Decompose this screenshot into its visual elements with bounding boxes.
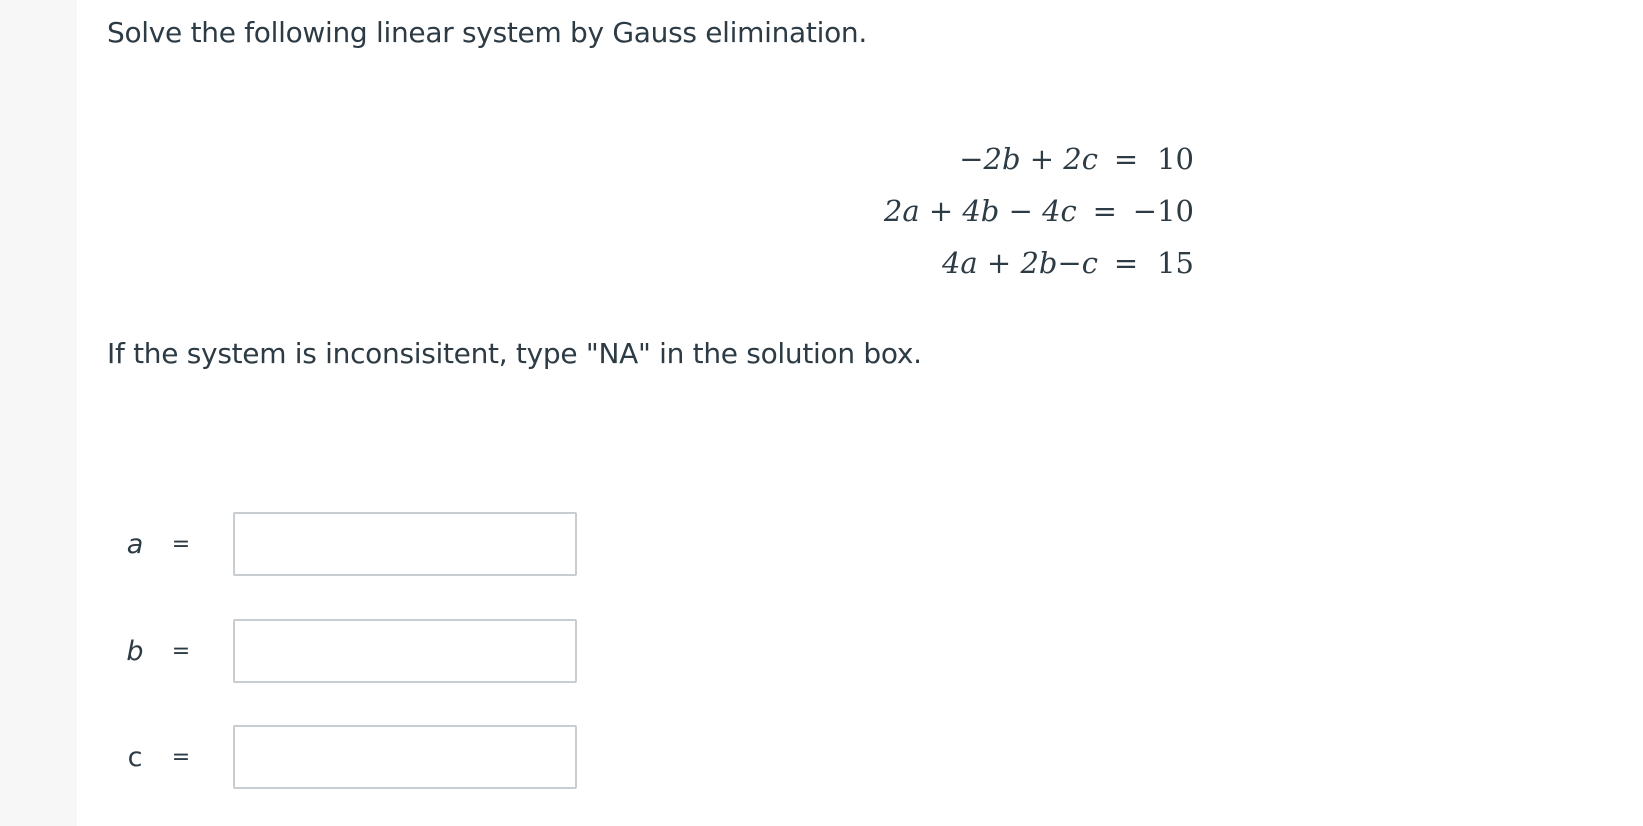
equation-lhs: 4a + 2b−c — [941, 246, 1098, 280]
left-gutter — [0, 0, 77, 826]
variable-label-c: c — [127, 741, 143, 773]
equation-row — [884, 194, 1194, 246]
variable-label-b: b — [126, 635, 144, 667]
equation-equals: = — [1092, 194, 1117, 228]
linear-system — [884, 142, 1194, 298]
answer-input-c[interactable] — [233, 725, 577, 789]
equation-row — [884, 142, 1194, 194]
answer-row-c — [107, 724, 577, 790]
answer-row-a — [107, 511, 577, 577]
equation-rhs: 15 — [1157, 246, 1194, 280]
equation-rhs: 10 — [1157, 142, 1194, 176]
answer-input-b[interactable] — [233, 619, 577, 683]
answer-input-a[interactable] — [233, 512, 577, 576]
question-instruction: If the system is inconsisitent, type "NA" in the solution box. — [107, 337, 922, 370]
equation-equals: = — [1113, 142, 1139, 176]
variable-label-a: a — [126, 528, 144, 560]
answer-row-b — [107, 618, 577, 684]
equals-sign: = — [171, 744, 191, 770]
equation-lhs: −2b + 2c — [959, 142, 1098, 176]
equation-equals: = — [1113, 246, 1139, 280]
question-prompt: Solve the following linear system by Gauss elimination. — [107, 16, 867, 49]
equation-lhs: 2a + 4b − 4c — [883, 194, 1077, 228]
equals-sign: = — [171, 531, 191, 557]
equation-rhs: −10 — [1132, 194, 1194, 228]
equals-sign: = — [171, 638, 191, 664]
equation-row — [884, 246, 1194, 298]
